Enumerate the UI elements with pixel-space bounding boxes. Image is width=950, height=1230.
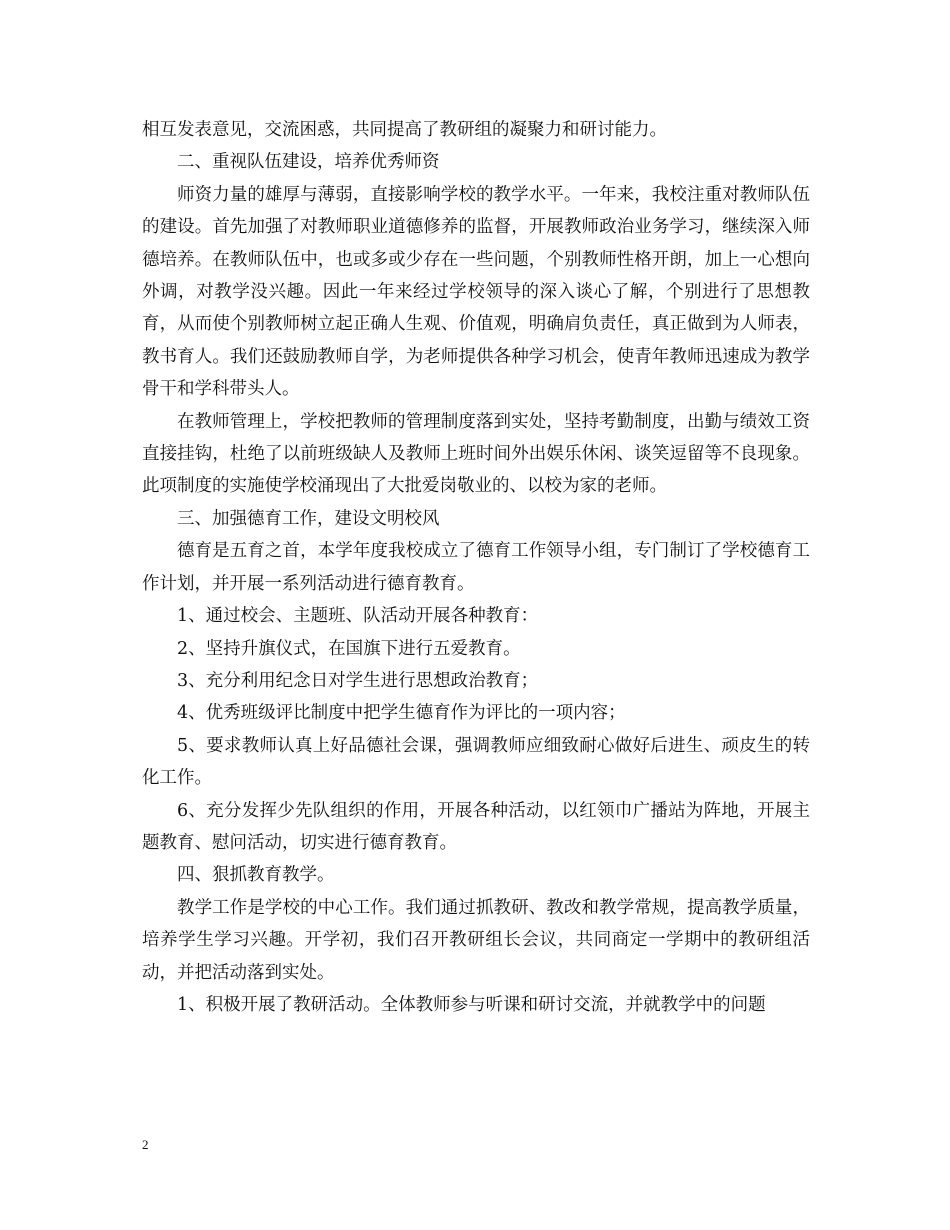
paragraph: 教学工作是学校的中心工作。我们通过抓教研、教改和教学常规，提高教学质量，培养学生学习兴趣。开学初，我们召开教研组长会议，共同商定一学期中的教研组活动，并把活动落到实处。 <box>142 897 810 983</box>
paragraph: 在教师管理上，学校把教师的管理制度落到实处，坚持考勤制度，出勤与绩效工资直接挂钩，杜绝了以前班级缺人及教师上班时间外出娱乐休闲、谈笑逗留等不良现象。此项制度的实施使学校涌现出了大批爱岗敬业的、以校为家的老师。 <box>142 411 810 497</box>
list-item: 3、充分利用纪念日对学生进行思想政治教育； <box>177 670 539 691</box>
paragraph: 德育是五育之首，本学年度我校成立了德育工作领导小组，专门制订了学校德育工作计划，并开展一系列活动进行德育教育。 <box>142 541 810 594</box>
list-item: 5、要求教师认真上好品德社会课，强调教师应细致耐心做好后进生、顽皮生的转化工作。 <box>142 735 810 789</box>
list-item: 1、积极开展了教研活动。全体教师参与听课和研讨交流，并就教学中的问题 <box>177 994 766 1015</box>
paragraph: 相互发表意见，交流困惑，共同提高了教研组的凝聚力和研讨能力。 <box>142 120 667 140</box>
list-item: 6、充分发挥少先队组织的作用，开展各种活动，以红领巾广播站为阵地，开展主题教育、慰问活动，切实进行德育教育。 <box>142 800 810 853</box>
list-item: 4、优秀班级评比制度中把学生德育作为评比的一项内容； <box>177 703 626 724</box>
section-heading: 二、重视队伍建设，培养优秀师资 <box>177 152 440 173</box>
page-number: 2 <box>142 1137 149 1152</box>
body-text <box>142 114 810 1021</box>
section-heading: 三、加强德育工作，建设文明校风 <box>177 508 440 529</box>
paragraph: 师资力量的雄厚与薄弱，直接影响学校的教学水平。一年来，我校注重对教师队伍的建设。首先加强了对教师职业道德修养的监督，开展教师政治业务学习，继续深入师德培养。在教师队伍中，也或多或少存在一些问题，个别教师性格开朗，加上一心想向外调，对教学没兴趣。因此一年来经过学校领导的深入谈心了解，个别进行了思想教育，从而使个别教师树立起正确人生观、价值观，明确肩负责任，真正做到为人师表，教书育人。我们还鼓励教师自学，为老师提供各种学习机会，使青年教师迅速成为教学骨干和学科带头人。 <box>142 184 810 400</box>
section-heading: 四、狠抓教育教学。 <box>177 865 335 886</box>
list-item: 2、坚持升旗仪式，在国旗下进行五爱教育。 <box>177 638 521 659</box>
list-item: 1、通过校会、主题班、队活动开展各种教育： <box>177 606 539 627</box>
